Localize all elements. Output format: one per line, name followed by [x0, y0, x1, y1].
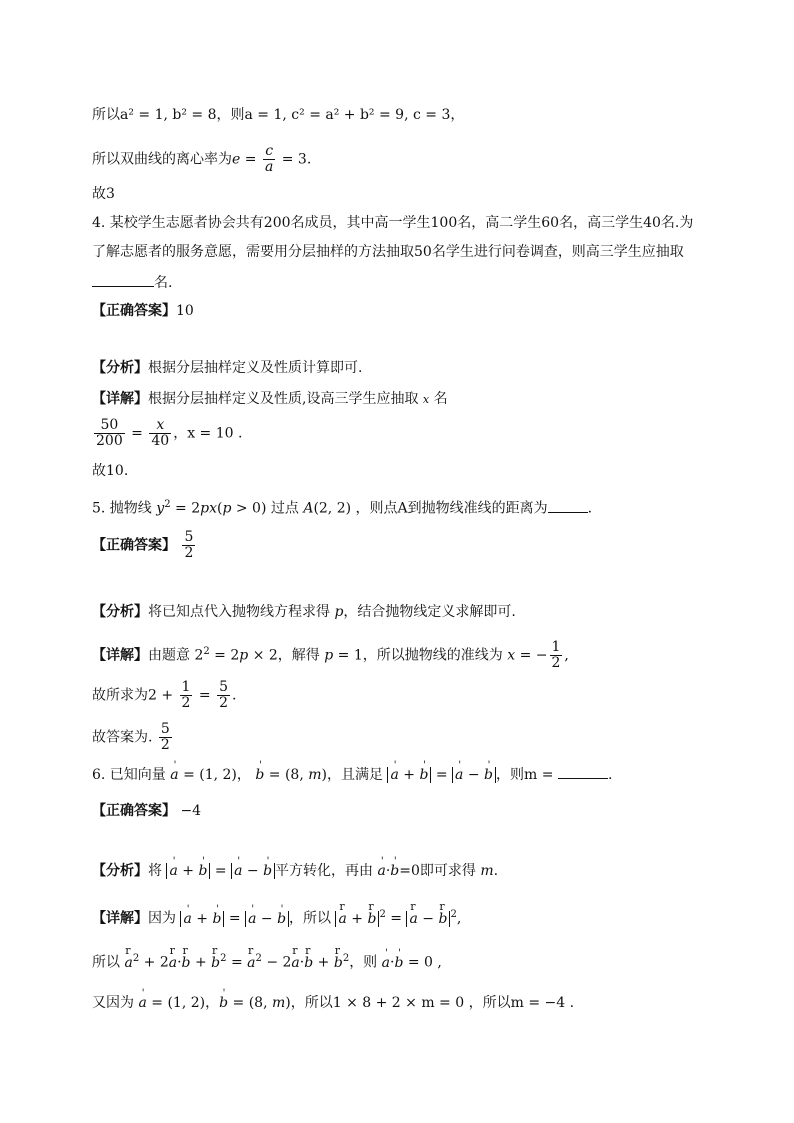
fraction: $\frac{c}{a}$ — [264, 143, 274, 175]
q5-stem: 5. 抛物线 $y^2 = 2px(p > 0)$ 过点 A(2, 2) ，则点A到抛物线准线的距离为 . — [92, 499, 593, 517]
text: =0即可求得 — [399, 863, 476, 879]
q4-stem-line2 — [92, 243, 684, 261]
q5-answer — [92, 530, 197, 561]
text: 又因为 — [92, 995, 134, 1011]
answer-value: −4 — [180, 803, 202, 819]
text: ，且满足 — [326, 767, 383, 783]
text: 故所求为 — [92, 687, 148, 704]
text: ，所以 — [289, 910, 332, 927]
analysis-label: 【分析】 — [92, 863, 148, 879]
text: ，结合抛物线定义求解即可. — [343, 604, 516, 620]
q6-final-line: 又因为 ' a = (1, 2)，' b = (8, m)，所以1 × 8 + 2 × m = 0 ，所以m = −4 . — [92, 994, 574, 1012]
text: ，则点A到抛物线准线的距离为 — [355, 500, 548, 517]
answer-blank[interactable] — [548, 498, 588, 513]
fraction: $\frac{5}{2}$ — [160, 721, 170, 753]
q5-detail: 【详解】由题意 $2^2 = 2p \times 2$，解得 p = 1，所以抛物线的准线为 x = − $\frac{1}{2}$ , — [92, 639, 569, 671]
text: ，则m = — [496, 767, 554, 783]
q4-equation: $\frac{50}{200}$ = $\frac{x}{40}$ ，x = 10 . — [96, 417, 243, 449]
text: 故3 — [92, 186, 115, 202]
q6-expand-line: 所以 r $a^2 + 2r$ a·r b + r $b^2 = r$ $a^2 - 2r$ a·r b + r $b^2$，则 ' a·' b = 0 , — [92, 950, 442, 972]
q4-conclusion — [92, 462, 128, 480]
fraction: $\frac{1}{2}$ — [551, 639, 561, 671]
analysis-label: 【分析】 — [92, 360, 148, 376]
q4-stem-line1 — [92, 214, 693, 232]
fraction: $\frac{x}{40}$ — [151, 417, 170, 449]
fraction: $\frac{1}{2}$ — [181, 679, 191, 711]
text: ，解得 — [277, 647, 320, 664]
text: 名 — [433, 391, 448, 407]
text: 4. 某校学生志愿者协会共有200名成员，其中高一学生100名，高二学生60名，高三学生40名.为 — [92, 215, 694, 231]
answer-blank[interactable] — [558, 764, 608, 779]
text: 5. 抛物线 — [92, 500, 152, 517]
q4-answer — [92, 302, 194, 320]
q6-analysis: 【分析】将 ' a + ' b = ' a − ' b 平方转化，再由 ' a·' b=0即可求得 m. — [92, 862, 498, 880]
q6-answer — [92, 802, 201, 820]
answer-value: 10 — [176, 303, 194, 319]
text: ， — [236, 767, 251, 783]
answer-blank[interactable] — [92, 272, 154, 287]
conclusion-line — [92, 185, 115, 203]
detail-label: 【详解】 — [92, 647, 148, 664]
text: 名. — [154, 275, 173, 291]
fraction: $\frac{50}{200}$ — [96, 417, 123, 449]
text: 过点 — [270, 500, 299, 517]
q4-analysis — [92, 359, 362, 377]
text: 6. 已知向量 — [92, 767, 166, 783]
text: . — [493, 863, 499, 879]
text: 将 — [148, 863, 162, 879]
answer-fraction: $\frac{5}{2}$ — [184, 529, 194, 561]
detail-label: 【详解】 — [92, 391, 148, 407]
q6-stem: 6. 已知向量 ' a = (1, 2)， ' b = (8, m)，且满足 ' a + ' b = ' a − ' b ，则m = . — [92, 764, 612, 784]
text: 所以 — [92, 954, 120, 971]
text: 故10. — [92, 463, 129, 479]
detail-label: 【详解】 — [92, 910, 148, 927]
q6-detail: 【详解】因为 ' a + ' b = ' a − ' b ，所以 r a + r b $^2$ = r a − r b $^2$, — [92, 906, 461, 928]
text: 了解志愿者的服务意愿，需要用分层抽样的方法抽取50名学生进行问卷调查，则高三学生应抽取 — [92, 244, 684, 260]
text: 所以a² = 1, b² = 8，则a = 1, c² = a² + b² = 9, c = 3， — [92, 107, 465, 123]
text: ，则 — [349, 954, 378, 971]
q4-detail — [92, 390, 448, 409]
hyperbola-equation-line — [92, 106, 464, 124]
text: ，所以1 × 8 + 2 × m = 0 ，所以m = −4 . — [290, 995, 575, 1011]
fraction: $\frac{5}{2}$ — [219, 679, 229, 711]
answer-label: 【正确答案】 — [92, 537, 176, 554]
q4-stem-line3 — [92, 272, 172, 292]
text: 故答案为. — [92, 729, 153, 746]
text: 根据分层抽样定义及性质,设高三学生应抽取 — [148, 391, 419, 407]
answer-label: 【正确答案】 — [92, 303, 176, 319]
text: 由题意 — [148, 647, 190, 664]
text: ，所以抛物线的准线为 — [362, 647, 503, 664]
variable: x — [422, 393, 430, 406]
answer-label: 【正确答案】 — [92, 803, 176, 819]
variable: p — [334, 604, 344, 620]
eccentricity-line: 所以双曲线的离心率为e = $\frac{c}{a}$ = 3. — [92, 143, 312, 175]
text: 因为 — [148, 910, 176, 927]
text: 所以双曲线的离心率为 — [92, 151, 232, 168]
text: 平方转化，再由 — [275, 863, 374, 879]
q5-final — [92, 722, 174, 753]
q5-analysis — [92, 603, 516, 621]
q5-calc-line: 故所求为2 + $\frac{1}{2}$ = $\frac{5}{2}$ . — [92, 679, 237, 711]
text: 根据分层抽样定义及性质计算即可. — [148, 360, 363, 376]
text: ，x = 10 . — [173, 425, 243, 442]
analysis-label: 【分析】 — [92, 604, 148, 620]
text: 将已知点代入抛物线方程求得 — [148, 604, 330, 620]
variable: m — [480, 863, 494, 879]
